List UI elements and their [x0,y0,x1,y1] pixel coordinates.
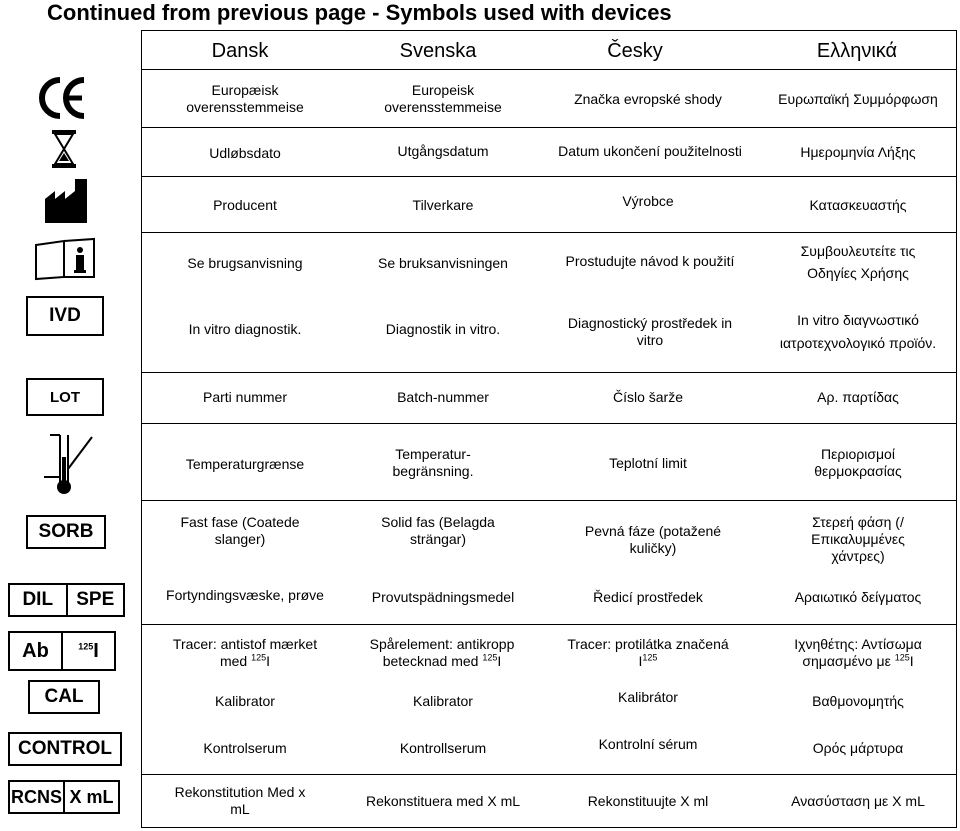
cell-cs-11: Kontrolní sérum [598,735,698,752]
cell-sv-2: Tilverkare [412,196,474,213]
cell-el-0: Ευρωπαϊκή Συμμόρφωση [778,90,938,107]
cell-cs-4: Diagnostický prostředek in vitro [567,315,733,348]
cell-da-11: Kontrolserum [203,739,287,756]
cell-el-12: Ανασύσταση με X mL [791,792,925,809]
cell-sv-7: Solid fas (Belagda strängar) [381,514,495,547]
cell-sv-0: Europeisk overensstemmeise [384,82,502,115]
row-divider [141,232,957,233]
cell-sv-4: Diagnostik in vitro. [385,320,501,337]
cell-da-9: Tracer: antistof mærket med $^{125}$I [172,636,318,669]
cell-el-1: Ημερομηνία Λήξης [800,143,916,160]
cell-el-9: Ιχνηθέτης: Αντίσωμα σημασμένο με $^{125}$I [794,636,922,669]
cell-sv-3: Se bruksanvisningen [378,254,508,271]
ce-mark-icon [36,74,90,122]
row-divider [141,69,957,70]
row-divider [141,624,957,625]
lot-symbol: LOT [26,378,104,416]
cell-da-6: Temperaturgrænse [185,455,305,472]
cal-symbol: CAL [28,680,100,714]
cell-cs-8: Ředicí prostředek [593,588,703,605]
row-divider [141,372,957,373]
cell-el-8: Αραιωτικό δείγματος [794,588,922,605]
cell-da-4: In vitro diagnostik. [188,320,302,337]
row-divider [141,774,957,775]
cell-sv-5: Batch-nummer [397,388,489,405]
cell-el-7: Στερεή φάση (/Επικαλυμμένες χάντρες) [811,513,905,564]
cell-sv-12: Rekonstituera med X mL [365,792,521,809]
row-divider [141,500,957,501]
cell-cs-0: Značka evropské shody [574,90,722,107]
header-cesky: Česky [607,39,663,62]
cell-cs-2: Výrobce [622,192,674,209]
header-dansk: Dansk [211,39,269,62]
cell-cs-5: Číslo šarže [612,388,684,405]
cell-cs-12: Rekonstituujte X ml [587,792,709,809]
cell-da-8: Fortyndingsvæske, prøve [166,586,324,603]
dil-spe-symbol: DIL SPE [8,583,125,617]
cell-da-2: Producent [213,196,277,213]
cell-el-10: Βαθμονομητής [812,692,904,709]
row-divider [141,127,957,128]
cell-cs-7: Pevná fáze (potažené kuličky) [584,523,722,556]
cell-el-3: Συμβουλευτείτε τις Οδηγίες Χρήσης [800,243,916,281]
cell-sv-1: Utgångsdatum [397,142,489,159]
cell-da-3: Se brugsanvisning [187,254,303,271]
hourglass-icon [50,128,78,170]
thermometer-icon [40,428,96,496]
cell-da-10: Kalibrator [215,692,275,709]
ivd-symbol: IVD [26,296,104,336]
cell-da-5: Parti nummer [202,388,288,405]
sorb-symbol: SORB [26,515,106,549]
header-svenska: Svenska [399,39,477,62]
cell-el-5: Αρ. παρτίδας [817,388,899,405]
row-divider [141,176,957,177]
row-divider [141,423,957,424]
cell-cs-3: Prostudujte návod k použití [565,252,735,269]
page-title: Continued from previous page - Symbols used with devices [47,0,672,25]
symbols-column [0,0,140,831]
cell-cs-6: Teplotní limit [609,454,687,471]
control-symbol: CONTROL [8,732,122,766]
cell-el-2: Κατασκευαστής [809,196,907,213]
cell-da-0: Europæisk overensstemmeise [186,82,304,115]
cell-cs-9: Tracer: protilátka značená $I^{125}$ [567,636,729,669]
cell-sv-8: Provutspädningsmedel [371,588,515,605]
cell-el-6: Περιορισμοί θερμοκρασίας [814,446,902,479]
cell-da-7: Fast fase (Coatede slanger) [180,514,300,547]
info-book-icon [34,236,96,282]
cell-sv-6: Temperatur-begränsning. [392,446,474,479]
rcns-xml-symbol: RCNS X mL [8,780,120,814]
cell-da-12: Rekonstitution Med x mL [174,784,306,817]
cell-da-1: Udløbsdato [209,144,281,161]
cell-el-11: Ορός μάρτυρα [812,739,904,756]
cell-cs-10: Kalibrátor [618,688,678,705]
header-ellinika: Ελληνικά [816,39,898,62]
factory-icon [44,178,88,224]
cell-sv-9: Spårelement: antikropp betecknad med $^{125}$I [369,636,515,669]
cell-sv-10: Kalibrator [413,692,473,709]
cell-el-4: In vitro διαγνωστικό ιατροτεχνολογικό προϊόν. [779,312,937,351]
ab-125i-symbol: Ab $^{125}$I [8,631,116,671]
cell-cs-1: Datum ukončení použitelnosti [558,142,742,159]
cell-sv-11: Kontrollserum [399,739,487,756]
